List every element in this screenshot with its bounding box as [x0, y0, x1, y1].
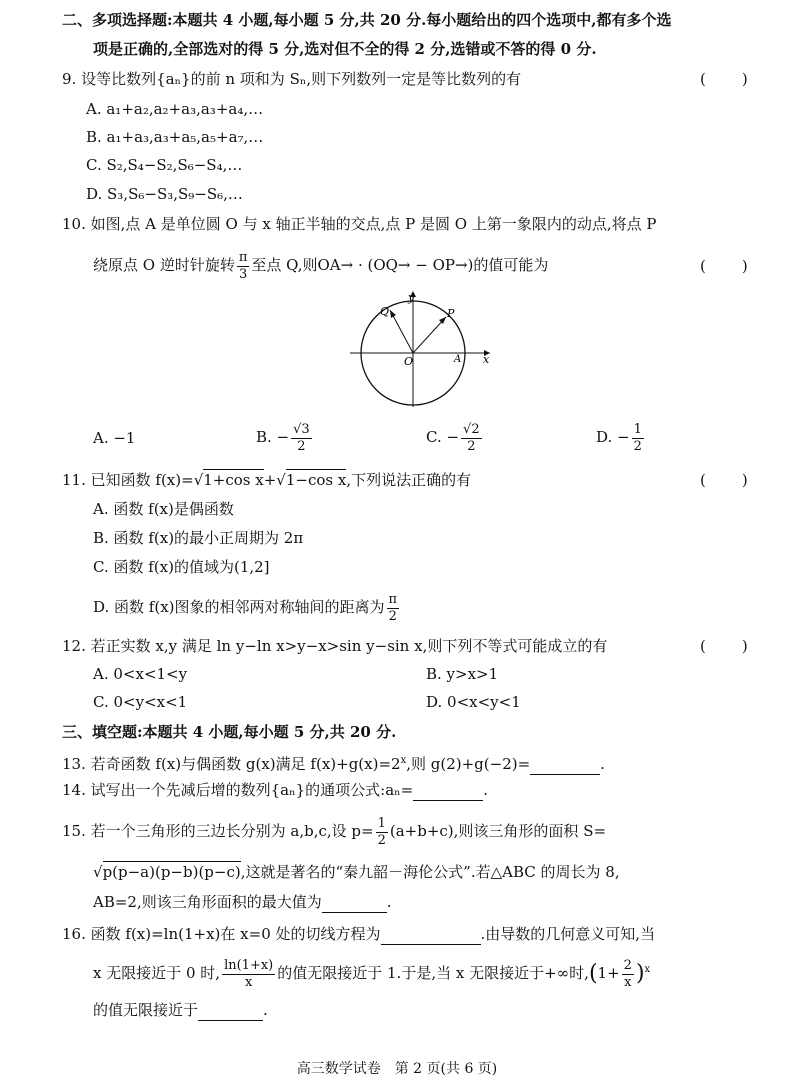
q16-ln-num: ln(1+x)	[224, 957, 274, 973]
label-o: O	[404, 355, 414, 368]
q15-line1-pre: 15. 若一个三角形的三边长分别为 a,b,c,设 p=	[62, 822, 374, 840]
q16-x-den: x	[624, 974, 632, 990]
q10-option-d-den: 2	[633, 438, 642, 454]
label-y: y	[408, 291, 415, 304]
q10-option-c-den: 2	[467, 438, 476, 454]
q16-line3: 的值无限接近于 .	[93, 1001, 268, 1019]
q11-option-c: C. 函数 f(x)的值域为(1,2]	[93, 558, 270, 576]
q10-option-c	[426, 418, 484, 456]
q10-option-b-fraction	[291, 422, 312, 455]
op-vector	[413, 317, 446, 353]
q11-sqrt2: 1−cos x	[285, 471, 347, 489]
q15-half-den: 2	[377, 832, 386, 848]
section2-title-line2: 项是正确的,全部选对的得 5 分,选对但不全的得 2 分,选错或不答的得 0 分.	[93, 40, 597, 58]
q11-option-d-num: π	[388, 591, 398, 607]
q9-option-c: C. S₂,S₄−S₂,S₆−S₄,…	[86, 156, 243, 174]
q14: 14. 试写出一个先减后增的数列{aₙ}的通项公式:aₙ= .	[62, 781, 488, 799]
q14-answer-blank[interactable]	[413, 780, 483, 801]
q9-option-a: A. a₁+a₂,a₂+a₃,a₃+a₄,…	[86, 100, 264, 118]
q9-answer-paren: ( )	[700, 70, 750, 88]
q15-line2: √p(p−a)(p−b)(p−c),这就是著名的“秦九韶－海伦公式”.若△ABC 的周长为 8,	[93, 863, 620, 881]
q12-option-a: A. 0<x<1<y	[93, 665, 188, 683]
q16-line3-pre: 的值无限接近于	[93, 1001, 199, 1019]
q16-line2-pre: x 无限接近于 0 时,	[93, 964, 221, 982]
q15-sqrt-expression: p(p−a)(p−b)(p−c)	[102, 863, 241, 881]
q10-option-c-fraction	[461, 422, 482, 455]
q16-line2	[93, 950, 650, 994]
q11-stem-post: ,下列说法正确的有	[346, 471, 472, 489]
q10-option-b	[256, 418, 314, 456]
q16-right-paren: )	[635, 961, 645, 986]
q15-line1-post: (a+b+c),则该三角形的面积 S=	[389, 822, 607, 840]
label-q: Q	[380, 305, 390, 318]
section3-title: 三、填空题:本题共 4 小题,每小题 5 分,共 20 分.	[62, 723, 397, 741]
q10-option-d	[596, 418, 646, 456]
q11-option-d-den: 2	[388, 608, 397, 624]
q10-rotation-den: 3	[238, 266, 248, 282]
q13-exponent: x	[400, 755, 407, 766]
q10-option-d-fraction	[632, 422, 644, 455]
q14-pre: 14. 试写出一个先减后增的数列{aₙ}的通项公式:aₙ=	[62, 781, 414, 799]
q15-line2-post: ,这就是著名的“秦九韶－海伦公式”.若△ABC 的周长为 8,	[240, 863, 620, 881]
q10-rotation-num: π	[238, 249, 248, 265]
q15-answer-blank[interactable]	[322, 892, 387, 913]
q13-answer-blank[interactable]	[530, 754, 600, 775]
q11-stem: 11. 已知函数 f(x)=√1+cos x+√1−cos x,下列说法正确的有	[62, 471, 472, 489]
oq-arrow	[390, 310, 396, 318]
q16-line2-mid: 的值无限接近于 1.于是,当 x 无限接近于+∞时,	[277, 964, 589, 982]
q11-option-b: B. 函数 f(x)的最小正周期为 2π	[93, 529, 304, 547]
q16-two-over-x	[622, 958, 634, 991]
q10-line2-pre: 绕原点 O 逆时针旋转	[93, 256, 235, 274]
q15-half-num: 1	[377, 815, 386, 831]
label-a: A	[454, 354, 462, 365]
q15-line3-text: AB=2,则该三角形面积的最大值为	[93, 893, 322, 911]
page-footer: 高三数学试卷 第 2 页(共 6 页)	[296, 1061, 498, 1077]
q16-ln-fraction	[222, 958, 275, 991]
q15-half-fraction	[376, 816, 388, 849]
q10-option-c-num: √2	[463, 421, 480, 437]
q16-line1	[62, 924, 655, 945]
q9-stem: 9. 设等比数列{aₙ}的前 n 项和为 Sₙ,则下列数列一定是等比数列的有	[62, 70, 522, 88]
q10-option-b-num: √3	[293, 421, 310, 437]
q9-option-b: B. a₁+a₃,a₃+a₅,a₅+a₇,…	[86, 128, 264, 146]
q11-option-a: A. 函数 f(x)是偶函数	[93, 500, 234, 518]
q13: 13. 若奇函数 f(x)与偶函数 g(x)满足 $f(x)+g(x)=2^x$,则 g(2)+g(−2)= .	[62, 755, 605, 773]
q16-left-paren: (	[588, 961, 598, 986]
q16-line1-pre: 16. 函数 f(x)=ln(1+x)在 x=0 处的切线方程为	[62, 925, 381, 943]
q11-sqrt1: 1+cos x	[203, 471, 264, 489]
label-p: P	[447, 307, 455, 320]
q10-option-b-label: B. −	[256, 428, 290, 446]
q16-tangent-blank[interactable]	[381, 924, 481, 945]
q16-limit-blank[interactable]	[198, 1000, 263, 1021]
q10-answer-paren: ( )	[700, 257, 750, 275]
q16-one-plus: 1+	[597, 964, 620, 982]
q13-post: ,则 g(2)+g(−2)=	[406, 755, 531, 773]
q10-option-d-num: 1	[633, 421, 642, 437]
q11-option-d-text: D. 函数 f(x)图象的相邻两对称轴间的距离为	[93, 598, 385, 616]
q12-option-d: D. 0<x<y<1	[426, 693, 521, 711]
q12-option-c: C. 0<y<x<1	[93, 693, 188, 711]
q11-option-d-fraction	[387, 592, 400, 625]
q16-exponent: x	[644, 964, 651, 975]
q11-option-d	[93, 588, 401, 626]
q10-option-b-den: 2	[297, 438, 306, 454]
q10-option-c-label: C. −	[426, 428, 460, 446]
q12-answer-paren: ( )	[700, 637, 750, 655]
label-x: x	[483, 353, 490, 366]
unit-circle-figure	[340, 287, 500, 412]
q16-two-num: 2	[623, 957, 632, 973]
q10-line1: 10. 如图,点 A 是单位圆 O 与 x 轴正半轴的交点,点 P 是圆 O 上第一象限内的动点,将点 P	[62, 215, 657, 233]
q12-option-b: B. y>x>1	[426, 665, 499, 683]
q10-option-d-label: D. −	[596, 428, 630, 446]
q12-stem: 12. 若正实数 x,y 满足 ln y−ln x>y−x>sin y−sin x,则下列不等式可能成立的有	[62, 637, 608, 655]
q10-line2	[93, 248, 548, 283]
q15-line1	[62, 812, 606, 850]
q16-ln-den: x	[244, 974, 253, 990]
q13-pre: 13. 若奇函数 f(x)与偶函数 g(x)满足 f(x)+g(x)=2	[62, 755, 401, 773]
q9-option-d: D. S₃,S₆−S₃,S₉−S₆,…	[86, 185, 243, 203]
q16-line1-post: .由导数的几何意义可知,当	[480, 925, 656, 943]
q10-option-a: A. −1	[93, 429, 136, 447]
q11-stem-pre: 11. 已知函数 f(x)=	[62, 471, 194, 489]
section2-title-line1: 二、多项选择题:本题共 4 小题,每小题 5 分,共 20 分.每小题给出的四个选项中,都有多个选	[62, 11, 672, 29]
q15-line3: AB=2,则该三角形面积的最大值为 .	[93, 893, 392, 911]
q10-line2-post: 至点 Q,则OA→ · (OQ→ − OP→)的值可能为	[251, 256, 549, 274]
q11-answer-paren: ( )	[700, 471, 750, 489]
q10-rotation-fraction	[237, 250, 250, 283]
q11-plus: +	[263, 471, 277, 489]
